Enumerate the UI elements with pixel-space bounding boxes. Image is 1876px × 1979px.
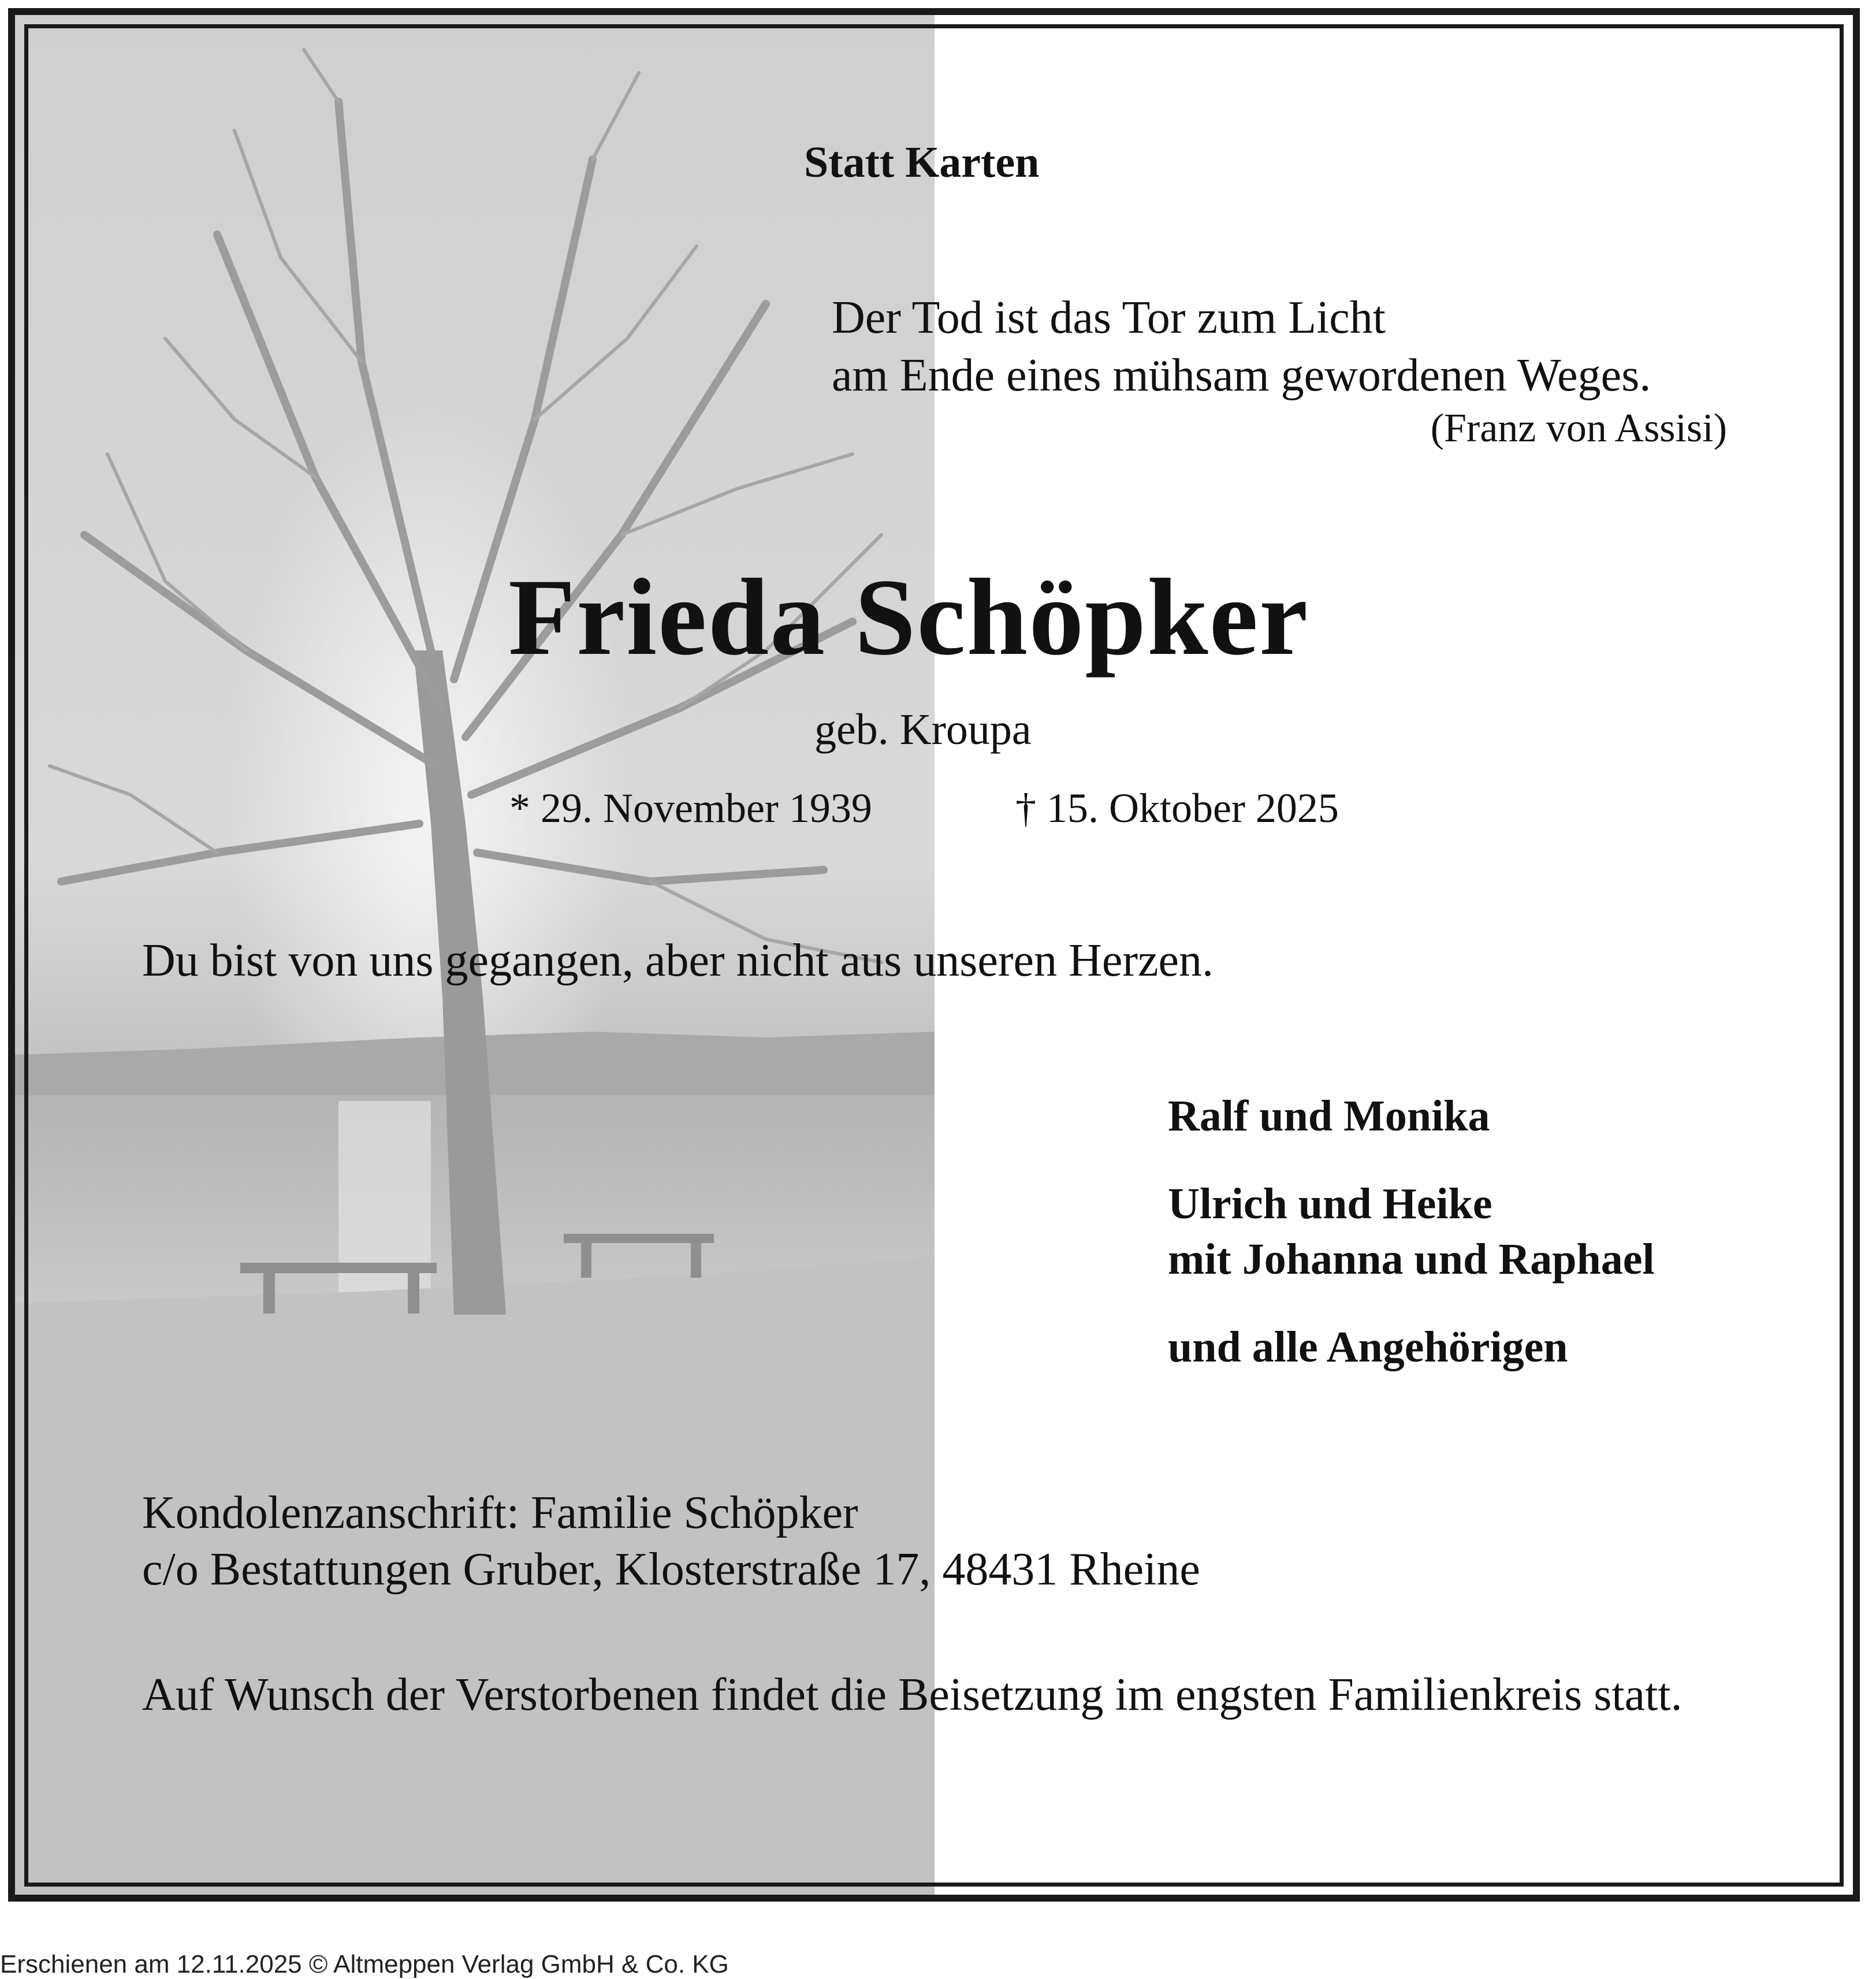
condolence-line-1: Kondolenzanschrift: Familie Schöpker <box>142 1487 858 1538</box>
statt-karten-heading: Statt Karten <box>804 138 1040 187</box>
motto: Du bist von uns gegangen, aber nicht aus unseren Herzen. <box>142 935 1214 986</box>
publication-footer: Erschienen am 12.11.2025 © Altmeppen Verlag GmbH & Co. KG <box>0 1950 729 1978</box>
deceased-name: Frieda Schöpker <box>508 557 1309 678</box>
condolence-address <box>142 1485 1200 1598</box>
quote-line-1: Der Tod ist das Tor zum Licht <box>832 292 1386 343</box>
birth-date: * 29. November 1939 <box>509 785 872 831</box>
mourner-group-2-line-1: Ulrich und Heike <box>1168 1180 1492 1228</box>
death-date: † 15. Oktober 2025 <box>1015 785 1339 831</box>
condolence-line-2: c/o Bestattungen Gruber, Klosterstraße 17, 48431 Rheine <box>142 1544 1200 1595</box>
quote-author: (Franz von Assisi) <box>1430 406 1727 451</box>
mourner-group-3: und alle Angehörigen <box>1168 1323 1568 1371</box>
mourner-group-1: Ralf und Monika <box>1168 1092 1490 1140</box>
burial-note: Auf Wunsch der Verstorbenen findet die Beisetzung im engsten Familienkreis statt. <box>142 1669 1683 1720</box>
mourner-group-2-line-2: mit Johanna und Raphael <box>1168 1235 1655 1284</box>
quote-line-2: am Ende eines mühsam gewordenen Weges. <box>832 350 1651 401</box>
mourners-list <box>1168 1088 1655 1375</box>
quote <box>832 289 1651 404</box>
birth-name: geb. Kroupa <box>814 705 1032 754</box>
